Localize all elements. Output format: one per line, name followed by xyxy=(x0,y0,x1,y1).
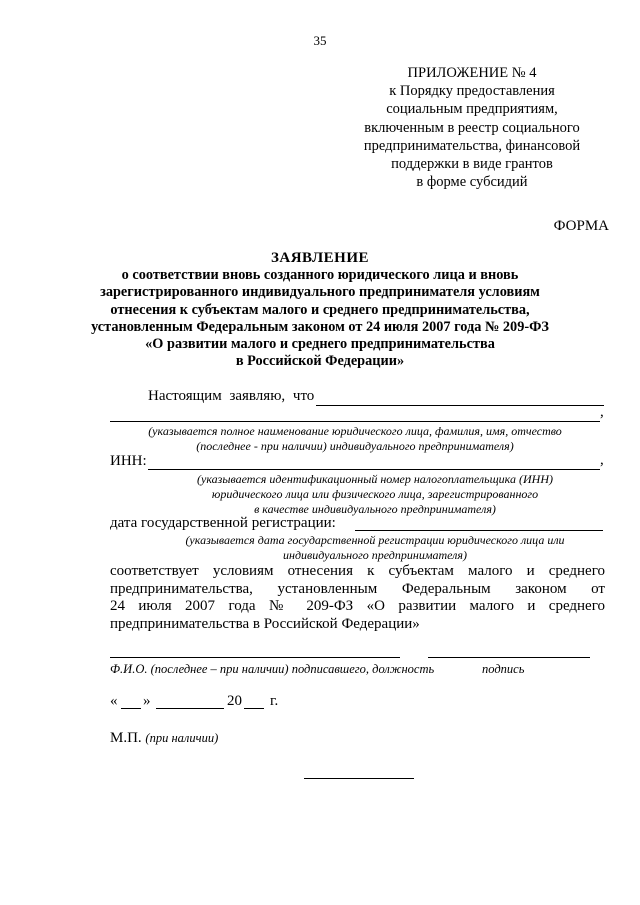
close-quote: » xyxy=(143,693,151,709)
title-line: установленным Федеральным законом от 24 июля 2007 года № 209-ФЗ xyxy=(91,318,549,335)
field-hint: (указывается идентификационный номер налогоплательщика (ИНН) юридического лица или физического лица, зарегистрированного в качестве индивидуального предпринимателя) xyxy=(197,472,553,516)
annex-heading: ПРИЛОЖЕНИЕ № 4 xyxy=(407,65,537,81)
title-line: «О развитии малого и среднего предпринимательства xyxy=(145,336,495,353)
declare-text: Настоящим заявляю, что xyxy=(148,388,315,404)
open-quote: « xyxy=(110,693,118,709)
stamp-label: М.П. xyxy=(110,730,142,746)
comma: , xyxy=(600,452,604,468)
year-suffix: г. xyxy=(270,693,279,709)
year-field-line[interactable] xyxy=(244,708,264,709)
day-field-line[interactable] xyxy=(121,708,141,709)
page-number: 35 xyxy=(313,33,327,48)
title-line: отнесения к субъектам малого и среднего предпринимательства, xyxy=(110,301,530,318)
stamp-hint: (при наличии) xyxy=(145,731,219,745)
annex-line: поддержки в виде грантов xyxy=(391,156,553,173)
reg-date-label: дата государственной регистрации: xyxy=(110,515,336,531)
annex-line: социальным предприятиям, xyxy=(386,101,558,118)
bottom-separator xyxy=(304,778,414,779)
title-line: зарегистрированного индивидуального предпринимателя условиям xyxy=(100,284,540,301)
company-name-field-line[interactable] xyxy=(316,405,604,406)
signature-line[interactable] xyxy=(428,657,590,658)
comma: , xyxy=(600,404,604,420)
title-line: о соответствии вновь созданного юридического лица и вновь xyxy=(121,267,519,284)
annex-line: предпринимательства, финансовой xyxy=(363,137,581,154)
inn-field-line[interactable] xyxy=(148,469,600,470)
document-title xyxy=(80,250,560,370)
fio-hint: Ф.И.О. (последнее – при наличии) подписавшего, должность xyxy=(110,662,435,676)
field-hint: (указывается полное наименование юридического лица, фамилия, имя, отчество (последнее - при наличии) индивидуального предпринимателя) xyxy=(148,424,562,453)
reg-date-field-line[interactable] xyxy=(355,530,603,531)
month-field-line[interactable] xyxy=(156,708,224,709)
annex-block xyxy=(352,64,592,191)
company-name-field-line-2[interactable] xyxy=(110,421,600,422)
form-label: ФОРМА xyxy=(553,218,609,234)
title-line: в Российской Федерации» xyxy=(235,353,405,370)
body-paragraph: соответствует условиям отнесения к субъектам малого и среднего предпринимательства, установленным Федеральным законом от 24 июля 2007 года № 209-ФЗ «О развитии малого и среднего предпринимательства в Российской Федерации» xyxy=(110,563,605,632)
fio-signature-line[interactable] xyxy=(110,657,400,658)
annex-line: включенным в реестр социального xyxy=(364,119,580,136)
year-prefix: 20 xyxy=(227,693,242,709)
stamp-area xyxy=(110,730,218,747)
title-main: ЗАЯВЛЕНИЕ xyxy=(270,250,370,266)
inn-label: ИНН: xyxy=(110,453,147,469)
annex-line: в форме субсидий xyxy=(416,174,528,191)
field-hint: (указывается дата государственной регистрации юридического лица или индивидуального предпринимателя) xyxy=(185,533,565,562)
annex-line: к Порядку предоставления xyxy=(389,83,555,100)
signature-hint: подпись xyxy=(482,662,525,676)
